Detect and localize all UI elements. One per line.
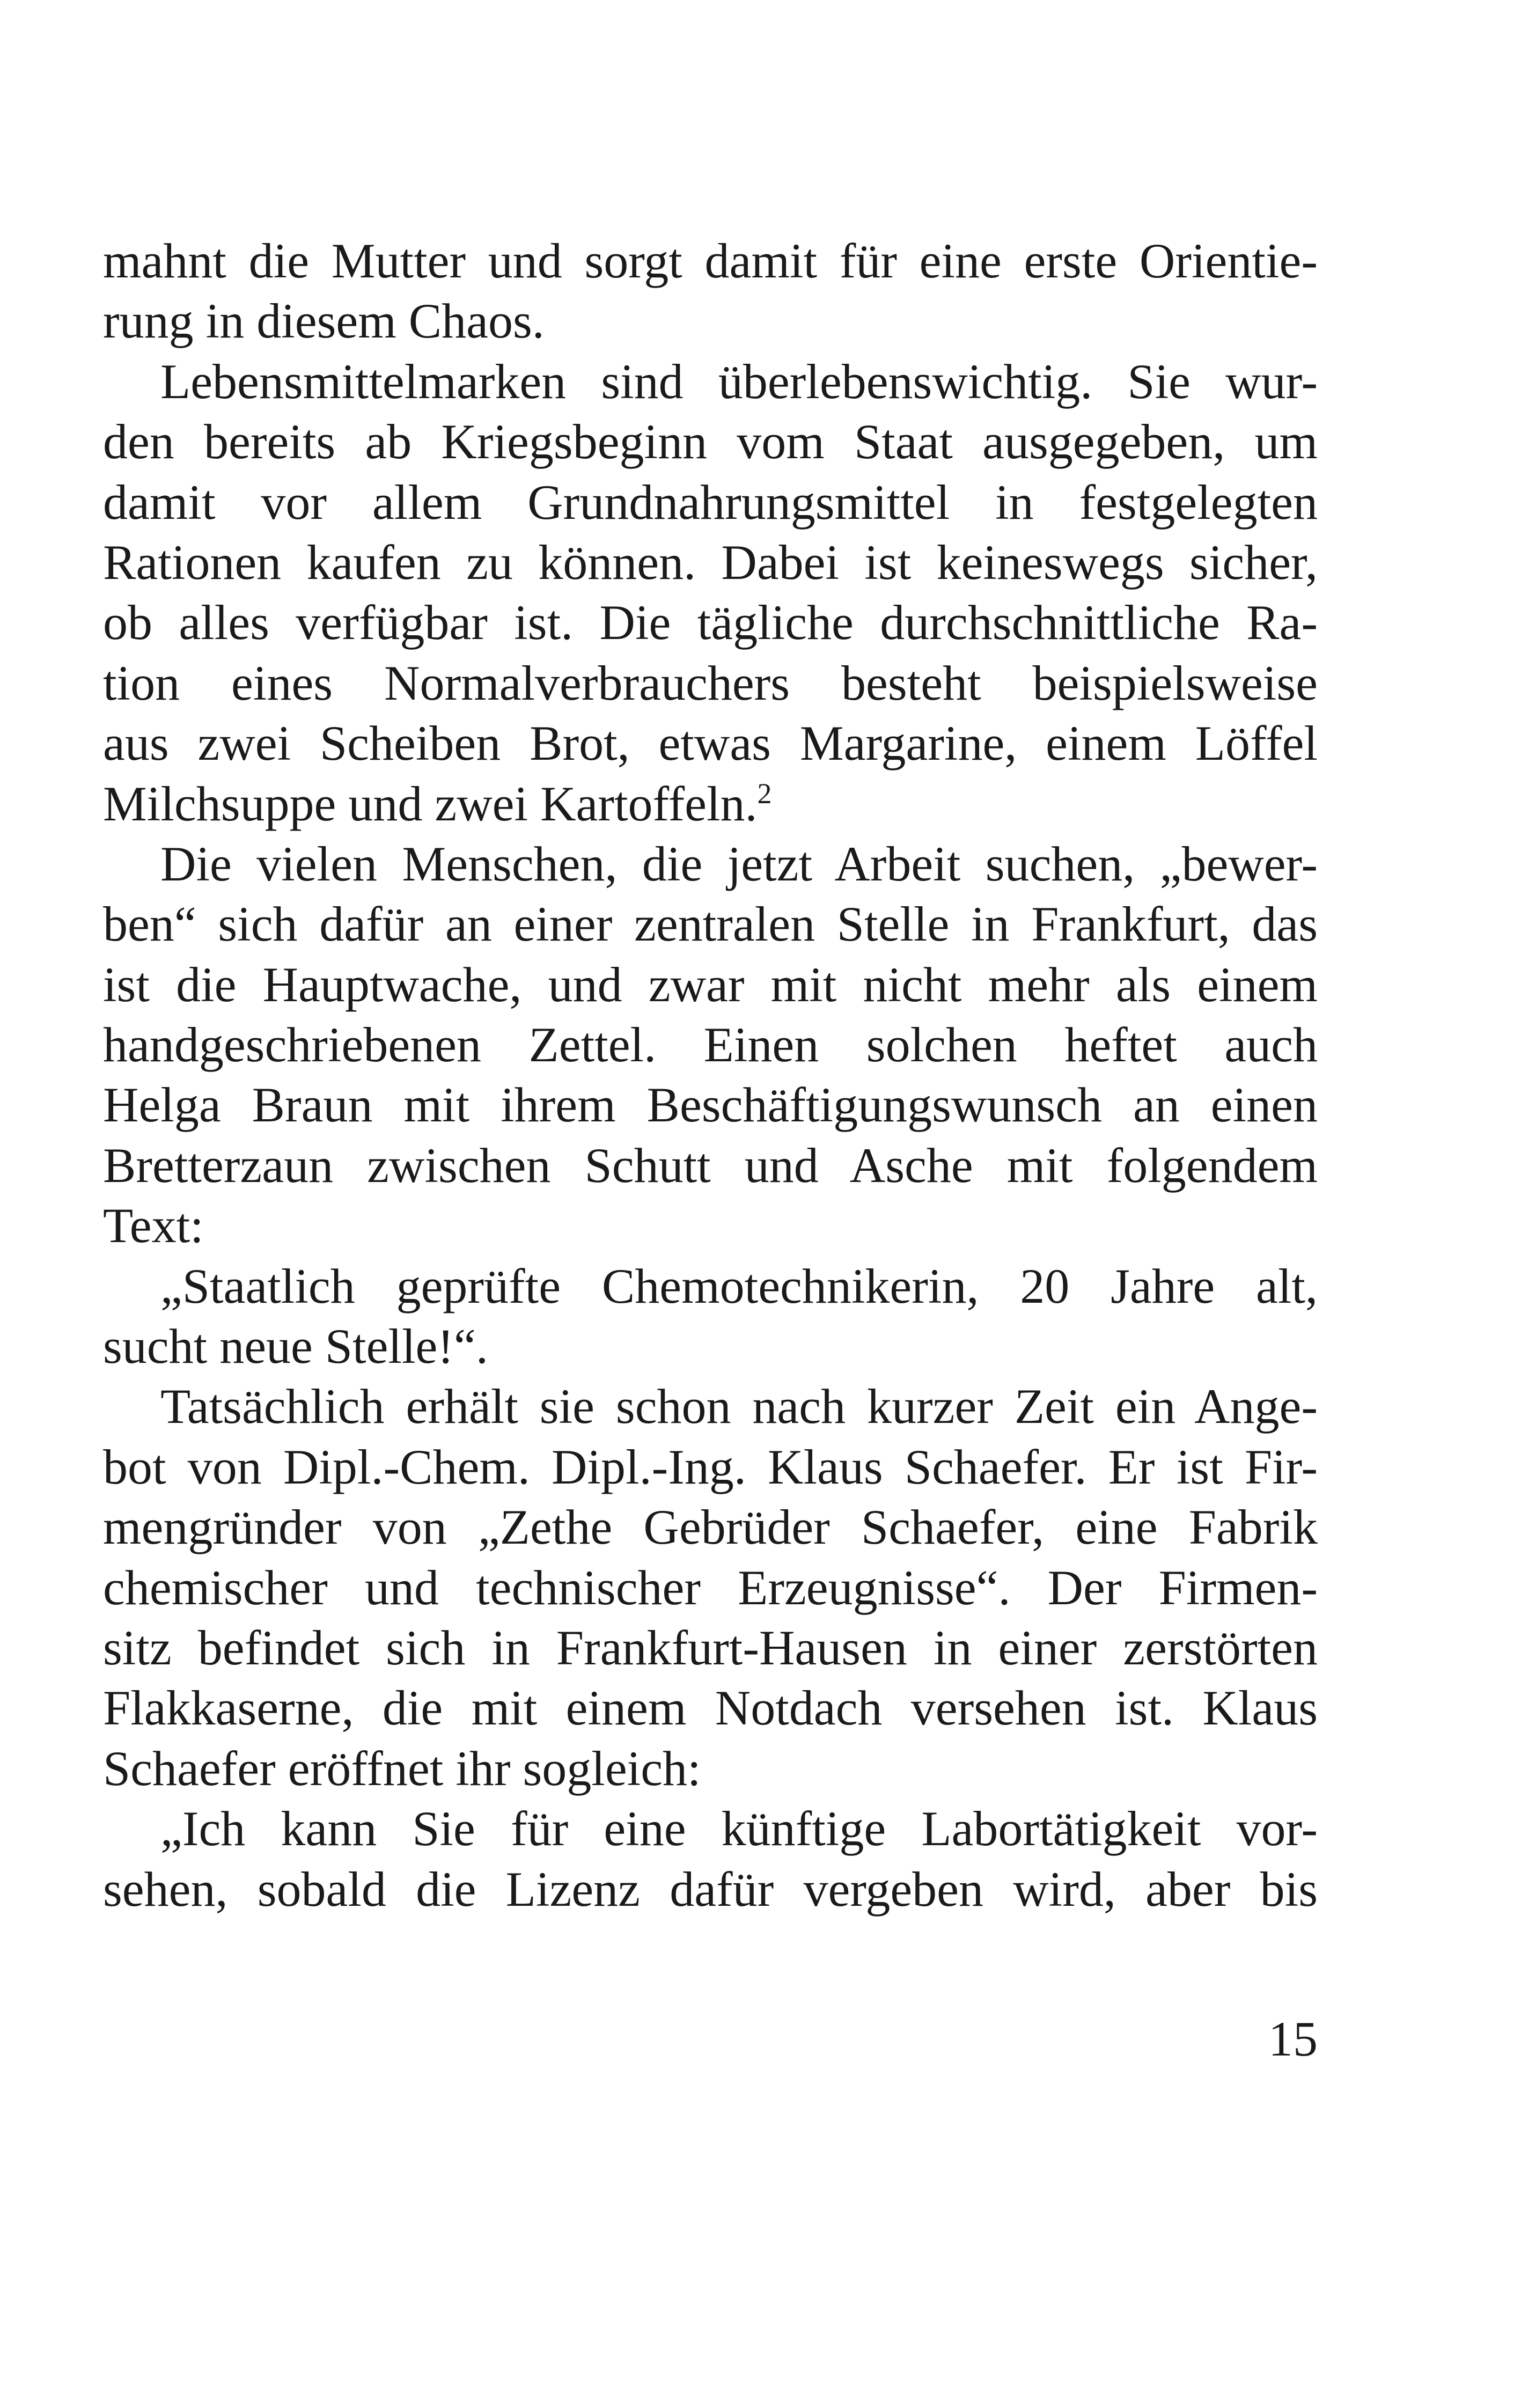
text-line: sitz befindet sich in Frankfurt-Hausen in einer zerstörten (103, 1620, 1318, 1675)
text-line: „Staatlich geprüfte Chemotechnikerin, 20 Jahre alt, (160, 1258, 1318, 1313)
text-line: Bretterzaun zwischen Schutt und Asche mit folgendem (103, 1137, 1318, 1193)
text-line: Die vielen Menschen, die jetzt Arbeit suchen, „bewer- (160, 836, 1318, 891)
text-line: Schaefer eröffnet ihr sogleich: (103, 1741, 701, 1796)
text-line: aus zwei Scheiben Brot, etwas Margarine, einem Löffel (103, 716, 1318, 771)
text-line: ist die Hauptwache, und zwar mit nicht mehr als einem (103, 957, 1318, 1012)
text-line: damit vor allem Grundnahrungsmittel in festgelegten (103, 474, 1318, 530)
text-line: Flakkaserne, die mit einem Notdach versehen ist. Klaus (103, 1680, 1318, 1736)
text-line: Lebensmittelmarken sind überlebenswichtig. Sie wur- (160, 354, 1318, 409)
footnote-marker: 2 (757, 777, 772, 810)
text-line: Text: (103, 1198, 204, 1253)
text-line: ben“ sich dafür an einer zentralen Stelle in Frankfurt, das (103, 897, 1318, 952)
text-line-content: Milchsuppe und zwei Kartoffeln. (103, 776, 758, 831)
text-line: chemischer und technischer Erzeugnisse“. Der Firmen- (103, 1560, 1318, 1615)
text-line: den bereits ab Kriegsbeginn vom Staat ausgegeben, um (103, 414, 1318, 469)
text-line: ob alles verfügbar ist. Die tägliche durchschnittliche Ra- (103, 595, 1318, 650)
page-text (103, 231, 1318, 1919)
text-line: sucht neue Stelle!“. (103, 1319, 488, 1374)
text-line: Rationen kaufen zu können. Dabei ist keineswegs sicher, (103, 534, 1318, 590)
text-line: handgeschriebenen Zettel. Einen solchen heftet auch (103, 1017, 1318, 1073)
text-line: mengründer von „Zethe Gebrüder Schaefer, eine Fabrik (103, 1500, 1318, 1555)
text-line: mahnt die Mutter und sorgt damit für eine erste Orientie- (103, 233, 1318, 288)
text-line: Helga Braun mit ihrem Beschäftigungswunsch an einen (103, 1077, 1318, 1133)
text-line: sehen, sobald die Lizenz dafür vergeben wird, aber bis (103, 1861, 1318, 1917)
text-line: bot von Dipl.-Chem. Dipl.-Ing. Klaus Schaefer. Er ist Fir- (103, 1439, 1318, 1494)
text-line: rung in diesem Chaos. (103, 293, 545, 349)
page-number: 15 (1268, 2011, 1318, 2066)
text-line (103, 774, 1318, 834)
text-line: Tatsächlich erhält sie schon nach kurzer Zeit ein Ange- (160, 1379, 1318, 1434)
text-line: tion eines Normalverbrauchers besteht beispielsweise (103, 655, 1318, 710)
text-line: „Ich kann Sie für eine künftige Labortätigkeit vor- (160, 1801, 1318, 1856)
